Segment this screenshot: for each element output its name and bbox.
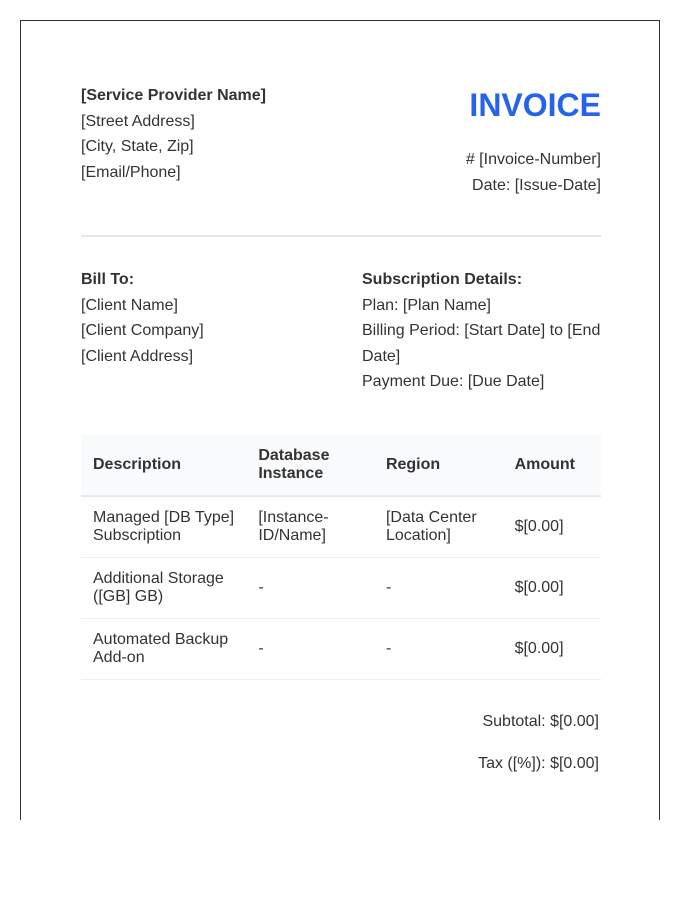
- cell-database-instance: -: [246, 619, 374, 680]
- client-name: [Client Name]: [81, 296, 178, 314]
- invoice-title: INVOICE: [469, 87, 601, 123]
- provider-contact: [Email/Phone]: [81, 163, 181, 181]
- cell-database-instance: -: [246, 558, 374, 619]
- header-divider: [81, 235, 601, 237]
- invoice-header: [81, 83, 601, 203]
- invoice-page: [20, 20, 660, 820]
- header-region: Region: [374, 435, 503, 496]
- header-amount: Amount: [503, 435, 601, 496]
- client-company: [Client Company]: [81, 322, 204, 339]
- subscription-plan: Plan: [Plan Name]: [362, 296, 491, 314]
- cell-database-instance: [Instance-ID/Name]: [246, 496, 374, 558]
- invoice-meta-block: [466, 83, 601, 199]
- header-description: Description: [81, 435, 246, 496]
- cell-description: Managed [DB Type] Subscription: [81, 496, 246, 558]
- provider-city: [City, State, Zip]: [81, 138, 194, 155]
- line-items-table: [81, 435, 601, 680]
- cell-region: [Data Center Location]: [374, 496, 503, 558]
- table-row: [81, 558, 601, 619]
- invoice-number: # [Invoice-Number]: [465, 151, 601, 168]
- subscription-block: [362, 267, 602, 395]
- subscription-payment-due: Payment Due: [Due Date]: [362, 373, 545, 390]
- provider-street: [Street Address]: [81, 112, 195, 130]
- table-header-row: [81, 435, 601, 496]
- bill-to-block: [81, 267, 321, 369]
- cell-description: Automated Backup Add-on: [81, 619, 246, 680]
- header-database-instance: Database Instance: [246, 435, 374, 496]
- bill-to-label: Bill To:: [81, 271, 135, 288]
- cell-amount: $[0.00]: [503, 496, 601, 558]
- cell-amount: $[0.00]: [503, 558, 601, 619]
- provider-name: [Service Provider Name]: [81, 87, 266, 104]
- table-row: [81, 496, 601, 558]
- invoice-date: Date: [Issue-Date]: [472, 177, 601, 194]
- subscription-billing-period: Billing Period: [Start Date] to [End Date]: [362, 322, 601, 365]
- provider-block: [81, 83, 266, 185]
- invoice-meta: [466, 147, 601, 199]
- cell-region: -: [374, 619, 503, 680]
- subtotal: Subtotal: $[0.00]: [482, 713, 599, 730]
- tax: Tax ([%]): $[0.00]: [478, 755, 599, 772]
- cell-region: -: [374, 558, 503, 619]
- totals-block: [478, 711, 599, 795]
- cell-amount: $[0.00]: [503, 619, 601, 680]
- subscription-label: Subscription Details:: [362, 271, 523, 288]
- client-address: [Client Address]: [81, 347, 194, 365]
- cell-description: Additional Storage ([GB] GB): [81, 558, 246, 619]
- table-row: [81, 619, 601, 680]
